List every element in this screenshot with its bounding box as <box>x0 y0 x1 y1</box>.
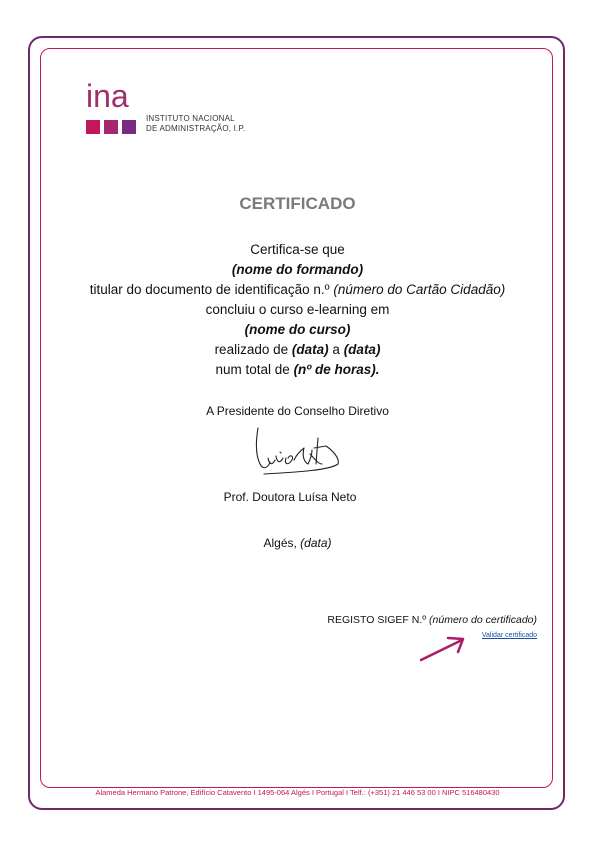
place-name: Algés, <box>263 536 297 550</box>
president-label: A Presidente do Conselho Diretivo <box>206 404 389 418</box>
logo-wordmark: ina <box>86 78 129 114</box>
registo-sigef <box>327 614 537 626</box>
date-range-label: realizado de <box>214 342 289 357</box>
hours-placeholder: (nº de horas). <box>293 362 380 377</box>
logo-line-2: DE ADMINISTRAÇÃO, I.P. <box>146 124 246 133</box>
id-label: titular do documento de identificação n.º <box>89 282 330 297</box>
certificate-number-placeholder: (número do certificado) <box>429 614 537 626</box>
arrow-icon <box>418 634 468 664</box>
inner-border <box>40 48 553 788</box>
certificate-title: CERTIFICADO <box>239 194 356 213</box>
registo-label: REGISTO SIGEF N.º <box>327 614 427 626</box>
trainee-name-placeholder: (nome do formando) <box>231 262 364 277</box>
signer-name: Prof. Doutora Luísa Neto <box>223 490 357 504</box>
certificate-body <box>0 240 595 380</box>
logo-line-1: INSTITUTO NACIONAL <box>146 114 235 123</box>
issue-date-placeholder: (data) <box>300 536 332 550</box>
footer-address: Alameda Hermano Patrone, Edifício Catavento I 1495-064 Algés I Portugal I Telf.: (+351) 21 446 53 00 I NIPC 516480430 <box>95 788 500 797</box>
start-date-placeholder: (data) <box>291 342 329 357</box>
body-line-7 <box>0 360 595 380</box>
hours-label: num total de <box>215 362 290 377</box>
body-line-1: Certifica-se que <box>250 242 345 257</box>
signature-image <box>250 424 350 480</box>
date-range-sep: a <box>332 342 340 357</box>
place-date <box>0 536 595 550</box>
body-line-4: concluiu o curso e-learning em <box>205 302 390 317</box>
validate-certificate-link[interactable]: Validar certificado <box>481 632 537 639</box>
id-number-placeholder: (número do Cartão Cidadão) <box>333 282 506 297</box>
body-line-6 <box>0 340 595 360</box>
logo-square-1 <box>86 120 100 134</box>
course-name-placeholder: (nome do curso) <box>244 322 351 337</box>
logo-square-2 <box>104 120 118 134</box>
logo-text <box>146 114 245 134</box>
end-date-placeholder: (data) <box>343 342 381 357</box>
body-line-3 <box>0 280 595 300</box>
logo-square-3 <box>122 120 136 134</box>
